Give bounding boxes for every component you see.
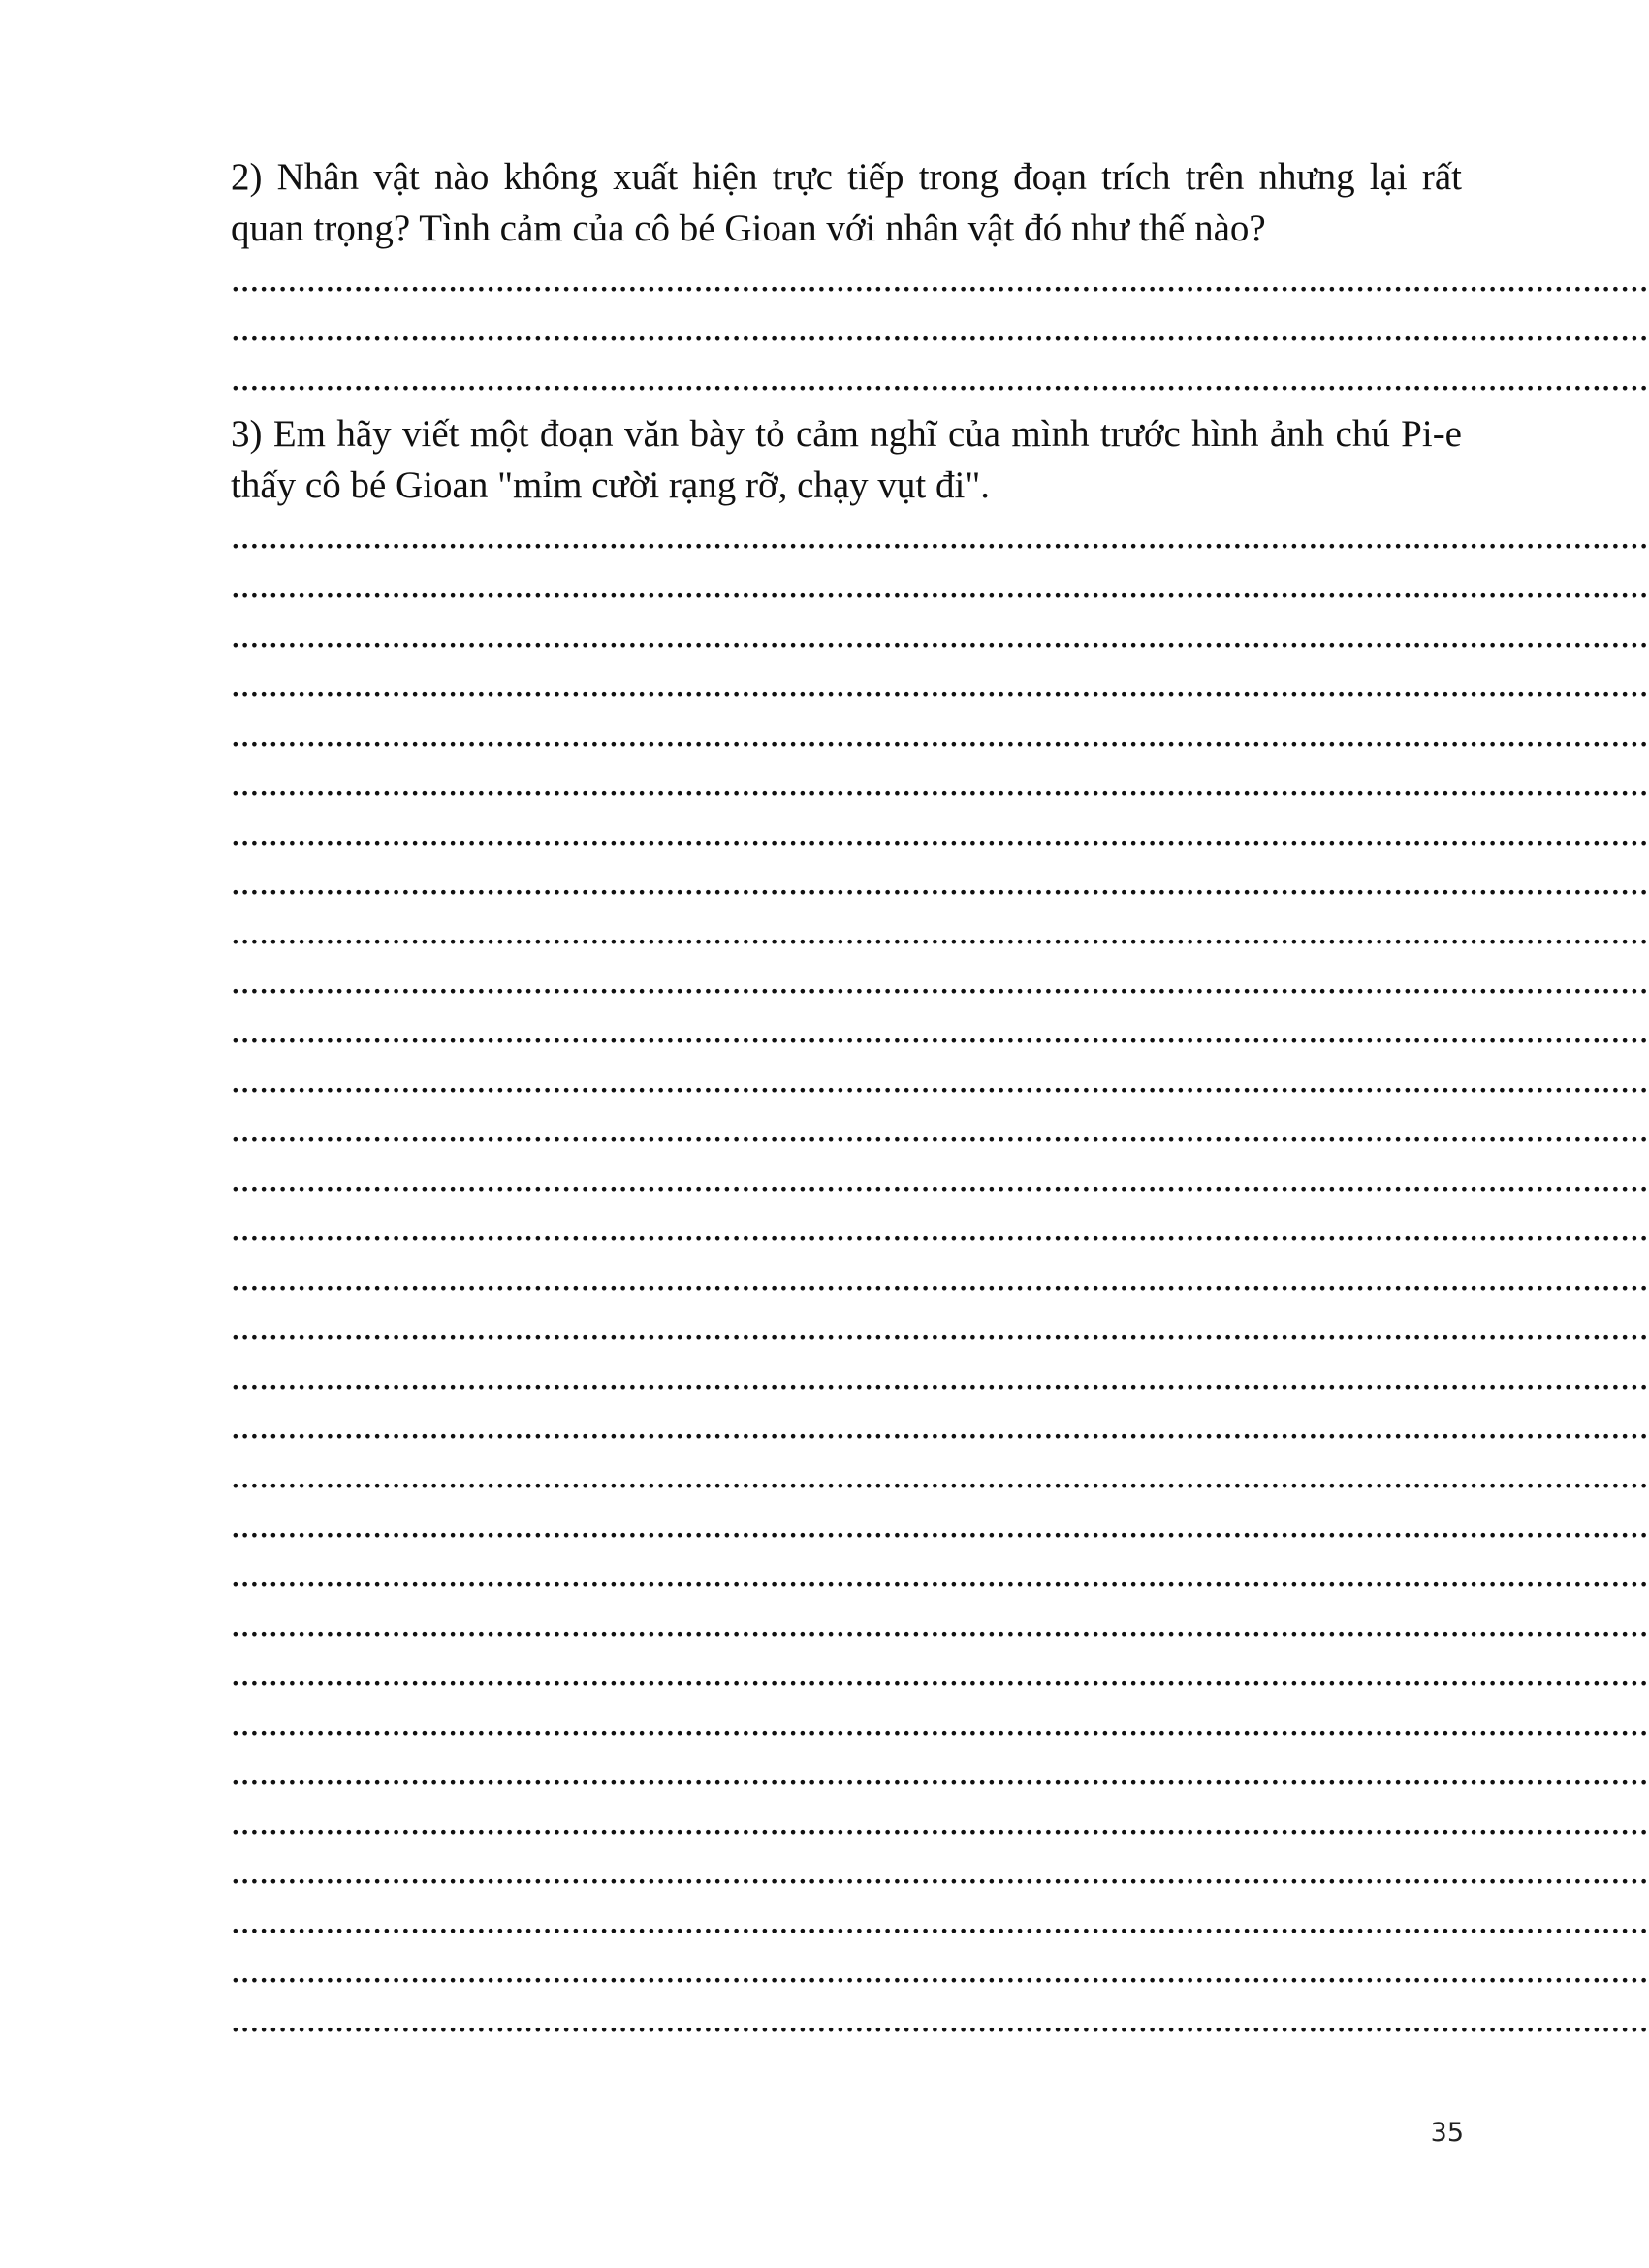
page-number: 35 bbox=[1430, 2118, 1464, 2148]
answer-line[interactable]: ...................................................................................................................................................... bbox=[231, 1059, 1649, 1101]
answer-line[interactable]: ...................................................................................................................................................... bbox=[231, 1158, 1649, 1199]
answer-line[interactable]: ...................................................................................................................................................... bbox=[231, 1751, 1649, 1793]
answer-line[interactable]: ...................................................................................................................................................... bbox=[231, 1603, 1649, 1645]
answer-line[interactable]: ...................................................................................................................................................... bbox=[231, 1454, 1649, 1496]
answer-line[interactable]: ...................................................................................................................................................... bbox=[231, 861, 1649, 903]
answer-line[interactable]: ...................................................................................................................................................... bbox=[231, 1306, 1649, 1348]
answer-line[interactable]: ...................................................................................................................................................... bbox=[231, 812, 1649, 853]
answer-line[interactable]: ...................................................................................................................................................... bbox=[231, 564, 1649, 606]
answer-line[interactable]: ...................................................................................................................................................... bbox=[231, 1257, 1649, 1298]
question-3: 3) Em hãy viết một đoạn văn bày tỏ cảm nghĩ của mình trước hình ảnh chú Pi-e thấy cô bé Gioan "mỉm cười rạng rỡ, chạy vụt đi". bbox=[231, 413, 1462, 506]
answer-line[interactable]: ...................................................................................................................................................... bbox=[231, 960, 1649, 1002]
worksheet-content bbox=[231, 151, 1649, 2044]
answer-line[interactable]: ...................................................................................................................................................... bbox=[231, 258, 1649, 300]
answer-line[interactable]: ...................................................................................................................................................... bbox=[231, 713, 1649, 754]
answer-line[interactable]: ...................................................................................................................................................... bbox=[231, 762, 1649, 804]
answer-line[interactable]: ...................................................................................................................................................... bbox=[231, 357, 1649, 399]
answer-line[interactable]: ...................................................................................................................................................... bbox=[231, 910, 1649, 952]
answer-line[interactable]: ...................................................................................................................................................... bbox=[231, 1702, 1649, 1743]
answer-line[interactable]: ...................................................................................................................................................... bbox=[231, 515, 1649, 557]
answer-line[interactable]: ...................................................................................................................................................... bbox=[231, 1553, 1649, 1595]
answer-line[interactable]: ...................................................................................................................................................... bbox=[231, 1356, 1649, 1397]
answer-line[interactable]: ...................................................................................................................................................... bbox=[231, 1405, 1649, 1447]
answer-line[interactable]: ...................................................................................................................................................... bbox=[231, 1998, 1649, 2040]
answer-line[interactable]: ...................................................................................................................................................... bbox=[231, 1652, 1649, 1694]
answer-line[interactable]: ...................................................................................................................................................... bbox=[231, 614, 1649, 655]
answer-line[interactable]: ...................................................................................................................................................... bbox=[231, 1009, 1649, 1051]
answer-line[interactable]: ...................................................................................................................................................... bbox=[231, 1207, 1649, 1249]
answer-line[interactable]: ...................................................................................................................................................... bbox=[231, 1108, 1649, 1150]
answer-lines-question-2 bbox=[231, 254, 1649, 402]
answer-line[interactable]: ...................................................................................................................................................... bbox=[231, 663, 1649, 705]
question-2: 2) Nhân vật nào không xuất hiện trực tiếp trong đoạn trích trên nhưng lại rất quan trọng? Tình cảm của cô bé Gioan với nhân vật đó như thế nào? bbox=[231, 156, 1462, 249]
answer-line[interactable]: ...................................................................................................................................................... bbox=[231, 1504, 1649, 1546]
answer-line[interactable]: ...................................................................................................................................................... bbox=[231, 1949, 1649, 1991]
answer-lines-question-3 bbox=[231, 511, 1649, 2044]
answer-line[interactable]: ...................................................................................................................................................... bbox=[231, 1801, 1649, 1842]
answer-line[interactable]: ...................................................................................................................................................... bbox=[231, 307, 1649, 349]
answer-line[interactable]: ...................................................................................................................................................... bbox=[231, 1850, 1649, 1892]
answer-line[interactable]: ...................................................................................................................................................... bbox=[231, 1900, 1649, 1941]
